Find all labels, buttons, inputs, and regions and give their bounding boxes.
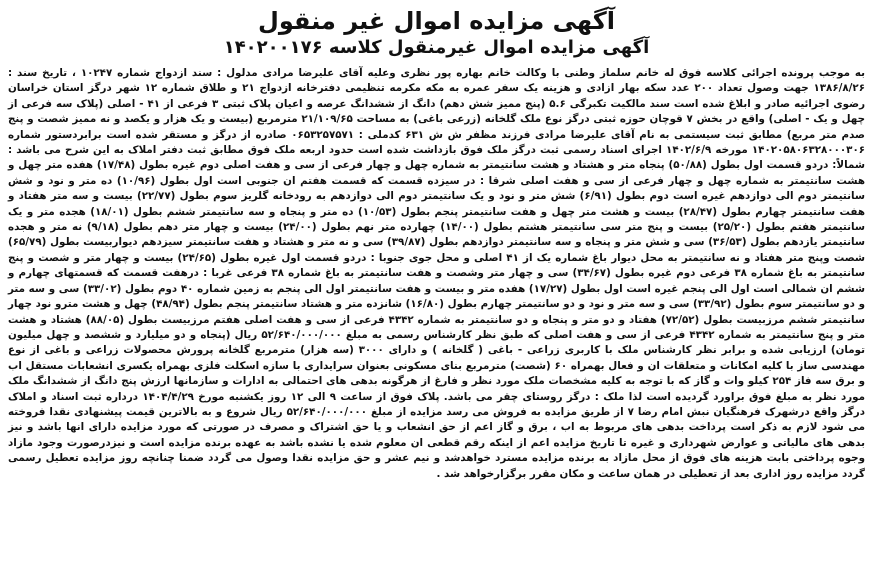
notice-title: آگهی مزایده اموال غیر منقول [258, 7, 615, 35]
notice-body: به موجب پرونده اجرائی کلاسه فوق له خانم سلماز وطنی با وکالت خانم بهاره پور نظری وعلیه آقای علیرضا مرادی مدلول : سند ازدواج شماره ۱۰۲۴۷ ، تاریخ سند : ۱۳۸۶/۸/۲۶ جهت وصول تعداد ۲۰۰ عدد سکه بهار ازادی و هزینه یک سفر عمره به مکه مکرمه تنظیمی دفترخانه ازدواج ۲۱ و طلاق شماره ۱۲ شهر درگز استان خراسان رضوی اجرائیه صادر و ابلاغ شده است سند مالکیت تکبرگی ۵.۶ (پنج ممیز شش دهم) دانگ از ششدانگ عرصه و اعیان پلاک ثبتی ۳ فرعی از ۴۱ - اصلی (پلاک سه فرعی از چهل و یک - اصلی) واقع در بخش ۷ قوچان حوزه ثبتی درگز نوع ملک گلخانه (زرعی باغی) به مساحت ۲۱/۱۰۹/۶۵ مترمربع (بیست و یک هزار و یکصد و نه ممیز شصت و پنج صدم متر مربع) مطابق ثبت سیستمی به نام آقای علیرضا مرادی فرزند مظفر ش ش ۶۳۱ کدملی : ۰۶۵۳۲۵۷۵۷۱ صادره از درگز و مستقر شده است برابردستور شماره ۱۴۰۲۰۵۸۰۶۳۲۸۰۰۰۳۰۶ مورخه ۱۴۰۲/۶/۹ اجرای اسناد رسمی ثبت درگز ملک فوق بازداشت شده است حدود اربعه ملک فوق مطابق ثبت دفتر املاک به این شرح می باشد : شمالاً: دردو قسمت اول بطول (۵۰/۸۸) پنجاه متر و هشتاد و هشت سانتیمتر به شماره چهل و چهار فرعی از سی و هفت اصلی دوم غیره بطول (۱۷/۴۸) هفده متر چهل و هشت سانتیمتر به شماره چهل و چهار فرعی از سی و هفت اصلی شرقا : در سیزده قسمت که قسمت هفتم ان جنوبی است اول بطول (۱۰/۹۶) ده متر و نود و شش سانتیمتر دوم الی دوازدهم غیره است دوم بطول (۶/۹۱) شش متر و نود و یک سانتیمتر دوم الی دوازدهم به رودخانه گلریز سوم بطول (۲۲/۷۷) بیست و سه متر هفتاد و هفت سانتیمتر چهارم بطول (۲۸/۴۷) بیست و هشت متر چهل و هفت سانتیمتر پنجم بطول (۱۰/۵۳) ده متر و پنجاه و سه سانتیمتر ششم بطول (۱۸/۰۱) هجده متر و یک سانتیمتر هفتم بطول (۲۵/۲۰) بیست و پنج متر سی سانتیمتر هشتم بطول (۱۴/۰۰) چهارده متر نهم بطول (۲۴/۰۰) بیست و چهار متر دهم بطول (۹/۱۸) نه متر و هجده سانتیمتر یازدهم بطول (۳۶/۵۳) سی و شش متر و پنجاه و سه سانتیمتر دوازدهم بطول (۳۹/۸۷) سی و نه متر و هشتاد و هفت سانتیمتر سیزدهم دیواربیست بطول (۶۵/۷۹) شصت وپنج متر هفتاد و نه سانتیمتر به محل دیوار باغ شماره یک از ۴۱ اصلی و محل جوی جنوبا : دردو قسمت اول غیره بطول (۲۴/۶۵) بیست و چهار متر و شصت و پنج سانتیمتر به باغ شماره ۳۸ فرعی دوم غیره بطول (۳۴/۶۷) سی و چهار متر وشصت و هفت سانتیمتر به باغ شماره ۳۸ فرعی غربا : درهفت قسمت که قسمتهای چهارم و ششم ان شمالی است اول الی پنجم غیره است اول بطول (۱۷/۲۷) هفده متر و بیست و هفت سانتیمتر اول الی پنجم به زمین شماره ۴۰ دوم بطول (۳۳/۰۲) سی و سه متر و دو سانتیمتر سوم بطول (۳۳/۹۲) سی و سه متر و نود و دو سانتیمتر چهارم بطول (۱۶/۸۰) شانزده متر و هشتاد سانتیمتر پنجم بطول (۴۸/۹۴) چهل و هشت مترو نود چهار سانتیمتر ششم مرزبیست بطول (۷۲/۵۲) هفتاد و دو متر و پنجاه و دو سانتیمتر به شماره ۴۳۴۲ فرعی از سی و هفت اصلی هفتم مرزبیست بطول (۸۸/۰۵) هشتاد و هشت متر و پنج سانتیمتر به شماره ۴۳۴۲ فرعی از سی و هفت اصلی که طبق نظر کارشناس رسمی به مبلغ ۵۲/۶۴۰/۰۰۰/۰۰۰ ریال (پنجاه و دو میلیارد و ششصد و چهل میلیون تومان) ارزیابی شده و برابر نظر کارشناس ملک با کاربری زراعی - باغی ( گلخانه ) و دارای ۳۰۰۰ (سه هزار) مترمربع گلخانه پرورش محصولات زراعی و باغی از نوع مهندسی ساز با کلیه امکانات و متعلقات ان و فعال بهمراه ۶۰ (شصت) مترمربع بنای مسکونی بعنوان سرایداری با سازه اسکلت فلزی بهمراه یکسری انشعابات مستقل اب و برق سه فاز ۲۵۴ کیلو وات و گاز که با توجه به کلیه مشخصات ملک مورد نظر و فارغ از هرگونه بدهی های احتمالی به ادارات و سازمانها ارزش پنج دانگ از ششدانگ ملک مورد نظر به مبلغ فوق براورد گردیده است لذا ملک : درگز روستای چقر می باشد. پلاک فوق از ساعت ۹ الی ۱۲ روز یکشنبه مورخ ۱۴۰۴/۴/۲۹ درداره ثبت اسناد و املاک درگز واقع درشهرک فرهنگیان نبش امام رضا ۷ از طریق مزایده به فروش می رسد مزایده از مبلغ ۵۲/۶۴۰/۰۰۰/۰۰۰ ریال شروع و به بالاترین قیمت پیشنهادی نقدا فروخته می شود لازم به ذکر است پرداخت بدهی های مربوط به اب ، برق و گاز اعم از حق انشعاب و یا حق اشتراک و مصرف در صورتی که مورد مزایده دارای انها باشد و نیز بدهی های مالیاتی و عوارض شهرداری و غیره تا تاریخ مزایده اعم از اینکه رقم قطعی ان معلوم شده یا نشده باشد به عهده برنده مزایده است و نیزدرصورت وجود مازاد وجوه پرداختی بابت هزینه های فوق از محل مازاد به برنده مزایده مسترد خواهدشد و نیم عشر و حق مزایده نقدا وصول می گردد ضمنا چنانچه روز مزایده تعطیل رسمی گردد مزایده روز اداری بعد از تعطیلی در همان ساعت و مکان مقرر برگزارخواهد شد . [8, 67, 866, 480]
notice-subtitle: آگهی مزایده اموال غیرمنقول کلاسه ۱۴۰۲۰۰۱۷۶ [223, 37, 650, 58]
